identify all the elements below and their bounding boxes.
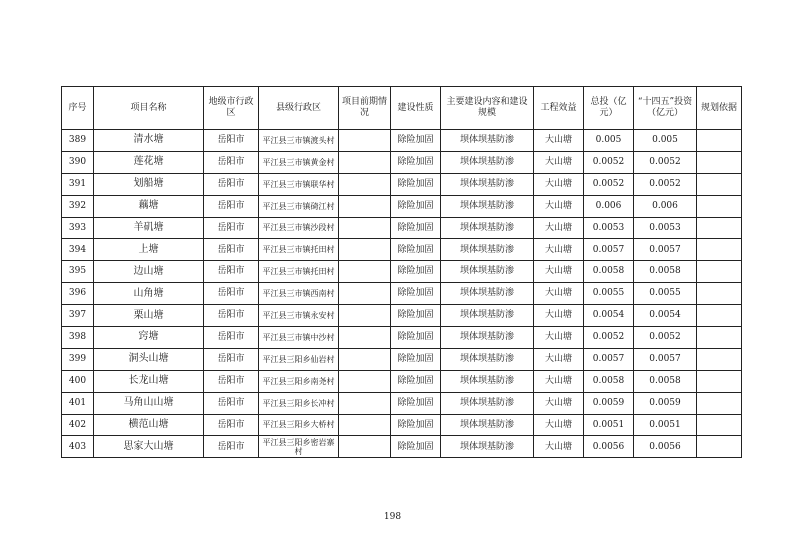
project-table [61, 86, 742, 458]
cell-project-name-col: 上塘 [94, 239, 204, 261]
cell-preliminary-col [339, 195, 391, 217]
cell-project-name-col: 划船塘 [94, 173, 204, 195]
cell-benefit-col: 大山塘 [534, 327, 584, 349]
cell-five-year-investment-col: 0.005 [634, 130, 697, 152]
table-row [62, 130, 742, 152]
header-basis-col: 规划依据 [697, 87, 742, 130]
cell-benefit-col: 大山塘 [534, 436, 584, 458]
cell-city-col: 岳阳市 [204, 327, 259, 349]
cell-city-col: 岳阳市 [204, 436, 259, 458]
cell-total-investment-col: 0.0057 [584, 348, 634, 370]
cell-basis-col [697, 217, 742, 239]
cell-five-year-investment-col: 0.0052 [634, 327, 697, 349]
cell-preliminary-col [339, 217, 391, 239]
cell-county-col: 平江县三市镇托田村 [259, 261, 339, 283]
cell-nature-col: 除险加固 [391, 327, 441, 349]
cell-county-col: 平江县三市镇黄金村 [259, 151, 339, 173]
cell-city-col: 岳阳市 [204, 130, 259, 152]
cell-nature-col: 除险加固 [391, 151, 441, 173]
table-row [62, 370, 742, 392]
table-row [62, 436, 742, 458]
cell-nature-col: 除险加固 [391, 217, 441, 239]
table-body [62, 130, 742, 458]
cell-city-col: 岳阳市 [204, 305, 259, 327]
cell-city-col: 岳阳市 [204, 195, 259, 217]
cell-county-col: 平江县三阳乡仙岩村 [259, 348, 339, 370]
cell-county-col: 平江县三市镇联华村 [259, 173, 339, 195]
cell-seq-col: 391 [62, 173, 94, 195]
cell-seq-col: 389 [62, 130, 94, 152]
cell-basis-col [697, 195, 742, 217]
cell-nature-col: 除险加固 [391, 283, 441, 305]
cell-content-col: 坝体坝基防渗 [441, 414, 534, 436]
cell-total-investment-col: 0.0055 [584, 283, 634, 305]
table-row [62, 283, 742, 305]
cell-county-col: 平江县三市镇中沙村 [259, 327, 339, 349]
cell-five-year-investment-col: 0.0052 [634, 173, 697, 195]
cell-total-investment-col: 0.0052 [584, 151, 634, 173]
cell-nature-col: 除险加固 [391, 348, 441, 370]
cell-nature-col: 除险加固 [391, 414, 441, 436]
table-row [62, 414, 742, 436]
cell-benefit-col: 大山塘 [534, 239, 584, 261]
cell-basis-col [697, 327, 742, 349]
cell-basis-col [697, 348, 742, 370]
header-county-col: 县级行政区 [259, 87, 339, 130]
table-row [62, 173, 742, 195]
cell-seq-col: 396 [62, 283, 94, 305]
cell-preliminary-col [339, 305, 391, 327]
cell-five-year-investment-col: 0.0059 [634, 392, 697, 414]
cell-basis-col [697, 151, 742, 173]
cell-preliminary-col [339, 239, 391, 261]
cell-basis-col [697, 130, 742, 152]
cell-project-name-col: 边山塘 [94, 261, 204, 283]
cell-basis-col [697, 392, 742, 414]
cell-benefit-col: 大山塘 [534, 130, 584, 152]
cell-content-col: 坝体坝基防渗 [441, 195, 534, 217]
cell-content-col: 坝体坝基防渗 [441, 173, 534, 195]
cell-benefit-col: 大山塘 [534, 392, 584, 414]
cell-benefit-col: 大山塘 [534, 217, 584, 239]
cell-nature-col: 除险加固 [391, 305, 441, 327]
cell-preliminary-col [339, 370, 391, 392]
cell-city-col: 岳阳市 [204, 348, 259, 370]
cell-nature-col: 除险加固 [391, 436, 441, 458]
cell-seq-col: 392 [62, 195, 94, 217]
cell-preliminary-col [339, 348, 391, 370]
table-row [62, 261, 742, 283]
cell-city-col: 岳阳市 [204, 239, 259, 261]
cell-project-name-col: 莲花塘 [94, 151, 204, 173]
cell-content-col: 坝体坝基防渗 [441, 305, 534, 327]
cell-five-year-investment-col: 0.0058 [634, 370, 697, 392]
cell-seq-col: 394 [62, 239, 94, 261]
cell-city-col: 岳阳市 [204, 261, 259, 283]
cell-total-investment-col: 0.0053 [584, 217, 634, 239]
cell-content-col: 坝体坝基防渗 [441, 217, 534, 239]
cell-total-investment-col: 0.0056 [584, 436, 634, 458]
cell-five-year-investment-col: 0.0057 [634, 348, 697, 370]
cell-project-name-col: 长龙山塘 [94, 370, 204, 392]
header-city-col: 地级市行政区 [204, 87, 259, 130]
header-preliminary-col: 项目前期情况 [339, 87, 391, 130]
cell-project-name-col: 栗山塘 [94, 305, 204, 327]
cell-total-investment-col: 0.0051 [584, 414, 634, 436]
cell-five-year-investment-col: 0.0055 [634, 283, 697, 305]
cell-county-col: 平江县三市镇托田村 [259, 239, 339, 261]
header-five-year-investment-col: “十四五”投资（亿元） [634, 87, 697, 130]
cell-seq-col: 399 [62, 348, 94, 370]
cell-basis-col [697, 414, 742, 436]
cell-seq-col: 400 [62, 370, 94, 392]
cell-county-col: 平江县三市镇渡头村 [259, 130, 339, 152]
cell-seq-col: 398 [62, 327, 94, 349]
cell-county-col: 平江县三阳乡密岩寨村 [259, 436, 339, 458]
cell-preliminary-col [339, 436, 391, 458]
cell-benefit-col: 大山塘 [534, 261, 584, 283]
cell-basis-col [697, 173, 742, 195]
cell-nature-col: 除险加固 [391, 261, 441, 283]
header-project-name-col: 项目名称 [94, 87, 204, 130]
cell-county-col: 平江县三阳乡长冲村 [259, 392, 339, 414]
cell-city-col: 岳阳市 [204, 151, 259, 173]
cell-content-col: 坝体坝基防渗 [441, 436, 534, 458]
table-row [62, 392, 742, 414]
cell-nature-col: 除险加固 [391, 195, 441, 217]
cell-preliminary-col [339, 392, 391, 414]
cell-preliminary-col [339, 151, 391, 173]
table-row [62, 348, 742, 370]
cell-seq-col: 390 [62, 151, 94, 173]
cell-seq-col: 402 [62, 414, 94, 436]
header-seq-col: 序号 [62, 87, 94, 130]
cell-benefit-col: 大山塘 [534, 348, 584, 370]
table-row [62, 305, 742, 327]
cell-basis-col [697, 261, 742, 283]
cell-total-investment-col: 0.0054 [584, 305, 634, 327]
cell-content-col: 坝体坝基防渗 [441, 283, 534, 305]
cell-project-name-col: 马角山山塘 [94, 392, 204, 414]
cell-basis-col [697, 283, 742, 305]
cell-five-year-investment-col: 0.0052 [634, 151, 697, 173]
cell-total-investment-col: 0.005 [584, 130, 634, 152]
cell-content-col: 坝体坝基防渗 [441, 239, 534, 261]
cell-nature-col: 除险加固 [391, 173, 441, 195]
cell-benefit-col: 大山塘 [534, 305, 584, 327]
cell-city-col: 岳阳市 [204, 173, 259, 195]
cell-project-name-col: 洞头山塘 [94, 348, 204, 370]
cell-county-col: 平江县三市镇碕江村 [259, 195, 339, 217]
cell-content-col: 坝体坝基防渗 [441, 327, 534, 349]
table-row [62, 327, 742, 349]
table-row [62, 217, 742, 239]
cell-project-name-col: 横范山塘 [94, 414, 204, 436]
cell-seq-col: 403 [62, 436, 94, 458]
cell-benefit-col: 大山塘 [534, 414, 584, 436]
cell-content-col: 坝体坝基防渗 [441, 151, 534, 173]
cell-preliminary-col [339, 173, 391, 195]
cell-county-col: 平江县三阳乡大桥村 [259, 414, 339, 436]
table-header [62, 87, 742, 130]
cell-preliminary-col [339, 130, 391, 152]
cell-basis-col [697, 370, 742, 392]
cell-content-col: 坝体坝基防渗 [441, 130, 534, 152]
cell-preliminary-col [339, 283, 391, 305]
cell-county-col: 平江县三阳乡南尧村 [259, 370, 339, 392]
cell-total-investment-col: 0.0059 [584, 392, 634, 414]
cell-county-col: 平江县三市镇永安村 [259, 305, 339, 327]
cell-five-year-investment-col: 0.0056 [634, 436, 697, 458]
cell-nature-col: 除险加固 [391, 370, 441, 392]
cell-nature-col: 除险加固 [391, 392, 441, 414]
cell-content-col: 坝体坝基防渗 [441, 348, 534, 370]
cell-nature-col: 除险加固 [391, 239, 441, 261]
cell-total-investment-col: 0.006 [584, 195, 634, 217]
cell-city-col: 岳阳市 [204, 370, 259, 392]
cell-seq-col: 401 [62, 392, 94, 414]
cell-nature-col: 除险加固 [391, 130, 441, 152]
cell-county-col: 平江县三市镇西南村 [259, 283, 339, 305]
cell-project-name-col: 窍塘 [94, 327, 204, 349]
cell-total-investment-col: 0.0058 [584, 261, 634, 283]
cell-total-investment-col: 0.0057 [584, 239, 634, 261]
cell-total-investment-col: 0.0058 [584, 370, 634, 392]
cell-county-col: 平江县三市镇沙段村 [259, 217, 339, 239]
cell-seq-col: 397 [62, 305, 94, 327]
cell-total-investment-col: 0.0052 [584, 327, 634, 349]
cell-content-col: 坝体坝基防渗 [441, 261, 534, 283]
cell-five-year-investment-col: 0.0053 [634, 217, 697, 239]
cell-seq-col: 393 [62, 217, 94, 239]
cell-five-year-investment-col: 0.0051 [634, 414, 697, 436]
header-benefit-col: 工程效益 [534, 87, 584, 130]
cell-benefit-col: 大山塘 [534, 370, 584, 392]
cell-basis-col [697, 436, 742, 458]
cell-preliminary-col [339, 414, 391, 436]
cell-project-name-col: 思家大山塘 [94, 436, 204, 458]
cell-benefit-col: 大山塘 [534, 195, 584, 217]
cell-project-name-col: 清水塘 [94, 130, 204, 152]
cell-city-col: 岳阳市 [204, 283, 259, 305]
cell-basis-col [697, 239, 742, 261]
cell-benefit-col: 大山塘 [534, 173, 584, 195]
cell-preliminary-col [339, 327, 391, 349]
cell-seq-col: 395 [62, 261, 94, 283]
header-total-investment-col: 总投（亿元） [584, 87, 634, 130]
header-nature-col: 建设性质 [391, 87, 441, 130]
header-content-col: 主要建设内容和建设规模 [441, 87, 534, 130]
table-row [62, 195, 742, 217]
cell-project-name-col: 山角塘 [94, 283, 204, 305]
cell-five-year-investment-col: 0.006 [634, 195, 697, 217]
cell-project-name-col: 羊矶塘 [94, 217, 204, 239]
cell-basis-col [697, 305, 742, 327]
table-row [62, 151, 742, 173]
table-row [62, 239, 742, 261]
cell-city-col: 岳阳市 [204, 414, 259, 436]
header-row [62, 87, 742, 130]
cell-benefit-col: 大山塘 [534, 151, 584, 173]
cell-city-col: 岳阳市 [204, 217, 259, 239]
cell-five-year-investment-col: 0.0058 [634, 261, 697, 283]
cell-city-col: 岳阳市 [204, 392, 259, 414]
cell-content-col: 坝体坝基防渗 [441, 392, 534, 414]
cell-project-name-col: 藕塘 [94, 195, 204, 217]
page-number: 198 [383, 512, 402, 522]
cell-total-investment-col: 0.0052 [584, 173, 634, 195]
cell-benefit-col: 大山塘 [534, 283, 584, 305]
cell-five-year-investment-col: 0.0057 [634, 239, 697, 261]
cell-five-year-investment-col: 0.0054 [634, 305, 697, 327]
cell-preliminary-col [339, 261, 391, 283]
cell-content-col: 坝体坝基防渗 [441, 370, 534, 392]
